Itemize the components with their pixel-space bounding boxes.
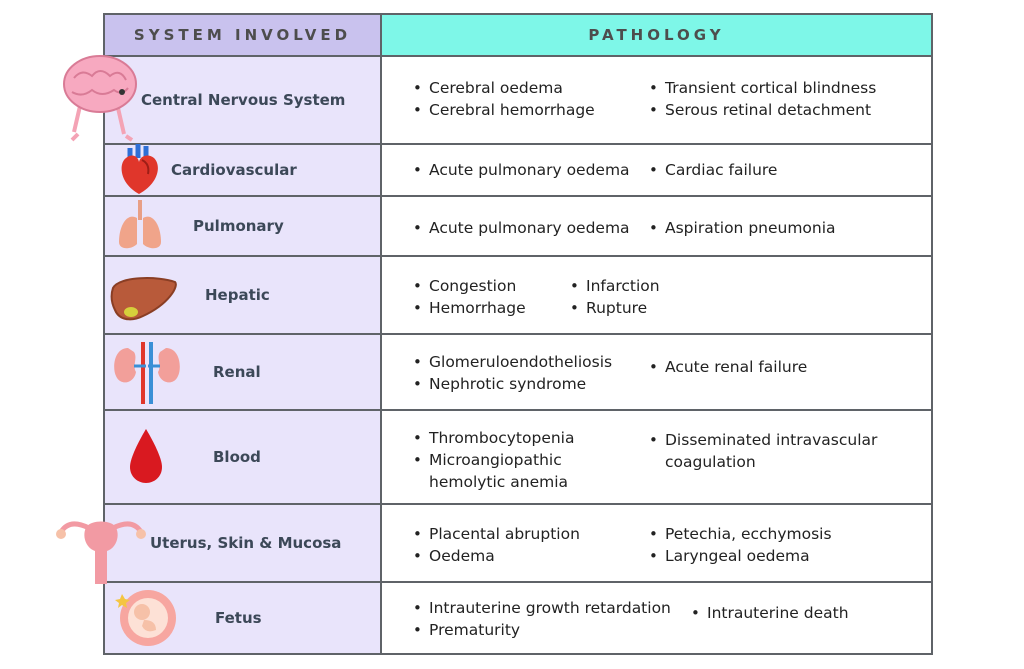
- pathology-list: [567, 275, 660, 319]
- system-label: Uterus, Skin & Mucosa: [150, 534, 342, 552]
- pathology-item: • Acute renal failure: [646, 356, 807, 378]
- pathology-item: • Congestion: [410, 275, 526, 297]
- pathology-item: • Transient cortical blindness: [646, 77, 876, 99]
- pathology-item: • Glomeruloendotheliosis: [410, 351, 612, 373]
- table-row: [105, 57, 931, 145]
- blood-drop-icon: [128, 427, 164, 485]
- pathology-list: [410, 77, 595, 121]
- table-row: [105, 411, 931, 505]
- pathology-item: • Cerebral oedema: [410, 77, 595, 99]
- lungs-icon: [117, 198, 163, 252]
- pathology-list: [646, 77, 876, 121]
- pathology-item: • Aspiration pneumonia: [646, 217, 836, 239]
- system-label: Hepatic: [205, 286, 270, 304]
- pathology-cell: [382, 583, 931, 653]
- table-row: [105, 335, 931, 411]
- pathology-column-header: PATHOLOGY: [382, 15, 931, 57]
- table-row: [105, 505, 931, 583]
- pathology-item: • Intrauterine growth retardation: [410, 597, 671, 619]
- kidneys-icon: [110, 342, 184, 404]
- pathology-cell: [382, 411, 931, 503]
- pathology-item: • Rupture: [567, 297, 660, 319]
- pathology-cell: [382, 335, 931, 409]
- uterus-icon: [53, 512, 149, 586]
- system-column-header: SYSTEM INVOLVED: [105, 15, 382, 57]
- pathology-item: • Acute pulmonary oedema: [410, 217, 630, 239]
- pathology-list: [410, 217, 630, 239]
- pathology-list: [410, 427, 610, 493]
- pathology-item: • Acute pulmonary oedema: [410, 159, 630, 181]
- pathology-cell: [382, 505, 931, 581]
- pathology-list: [410, 275, 526, 319]
- table-row: [105, 145, 931, 197]
- pathology-list: [410, 597, 671, 641]
- pathology-item: • Nephrotic syndrome: [410, 373, 612, 395]
- pathology-list: [410, 351, 612, 395]
- pathology-item: • Intrauterine death: [688, 602, 849, 624]
- fetus-icon: [114, 584, 180, 648]
- system-label: Central Nervous System: [141, 91, 346, 109]
- pathology-item: • Petechia, ecchymosis: [646, 523, 832, 545]
- table-row: [105, 583, 931, 653]
- pathology-item: • Cerebral hemorrhage: [410, 99, 595, 121]
- system-label: Pulmonary: [193, 217, 284, 235]
- system-label: Fetus: [215, 609, 262, 627]
- system-label: Blood: [213, 448, 261, 466]
- pathology-cell: [382, 257, 931, 333]
- pathology-list: [646, 523, 832, 567]
- pathology-item: • Serous retinal detachment: [646, 99, 876, 121]
- heart-icon: [116, 140, 162, 196]
- pathology-cell: [382, 57, 931, 143]
- pathology-cell: [382, 197, 931, 255]
- pathology-item: • Disseminated intravascular coagulation: [646, 429, 886, 473]
- pathology-item: • Prematurity: [410, 619, 671, 641]
- pathology-item: • Microangiopathic hemolytic anemia: [410, 449, 610, 493]
- system-label: Renal: [213, 363, 261, 381]
- pathology-item: • Placental abruption: [410, 523, 580, 545]
- pathology-item: • Infarction: [567, 275, 660, 297]
- pathology-item: • Laryngeal oedema: [646, 545, 832, 567]
- pathology-item: • Thrombocytopenia: [410, 427, 610, 449]
- pathology-item: • Oedema: [410, 545, 580, 567]
- system-cell: [105, 57, 382, 143]
- pathology-list: [646, 159, 777, 181]
- pathology-list: [646, 217, 836, 239]
- pathology-list: [410, 159, 630, 181]
- brain-icon: [60, 52, 140, 144]
- pathology-table: [103, 13, 933, 655]
- pathology-list: [646, 356, 807, 378]
- pathology-item: • Cardiac failure: [646, 159, 777, 181]
- table-row: [105, 257, 931, 335]
- pathology-list: [688, 602, 849, 624]
- table-row: [105, 197, 931, 257]
- system-label: Cardiovascular: [171, 161, 297, 179]
- pathology-cell: [382, 145, 931, 195]
- liver-icon: [109, 274, 179, 324]
- pathology-item: • Hemorrhage: [410, 297, 526, 319]
- pathology-list: [646, 429, 886, 473]
- pathology-list: [410, 523, 580, 567]
